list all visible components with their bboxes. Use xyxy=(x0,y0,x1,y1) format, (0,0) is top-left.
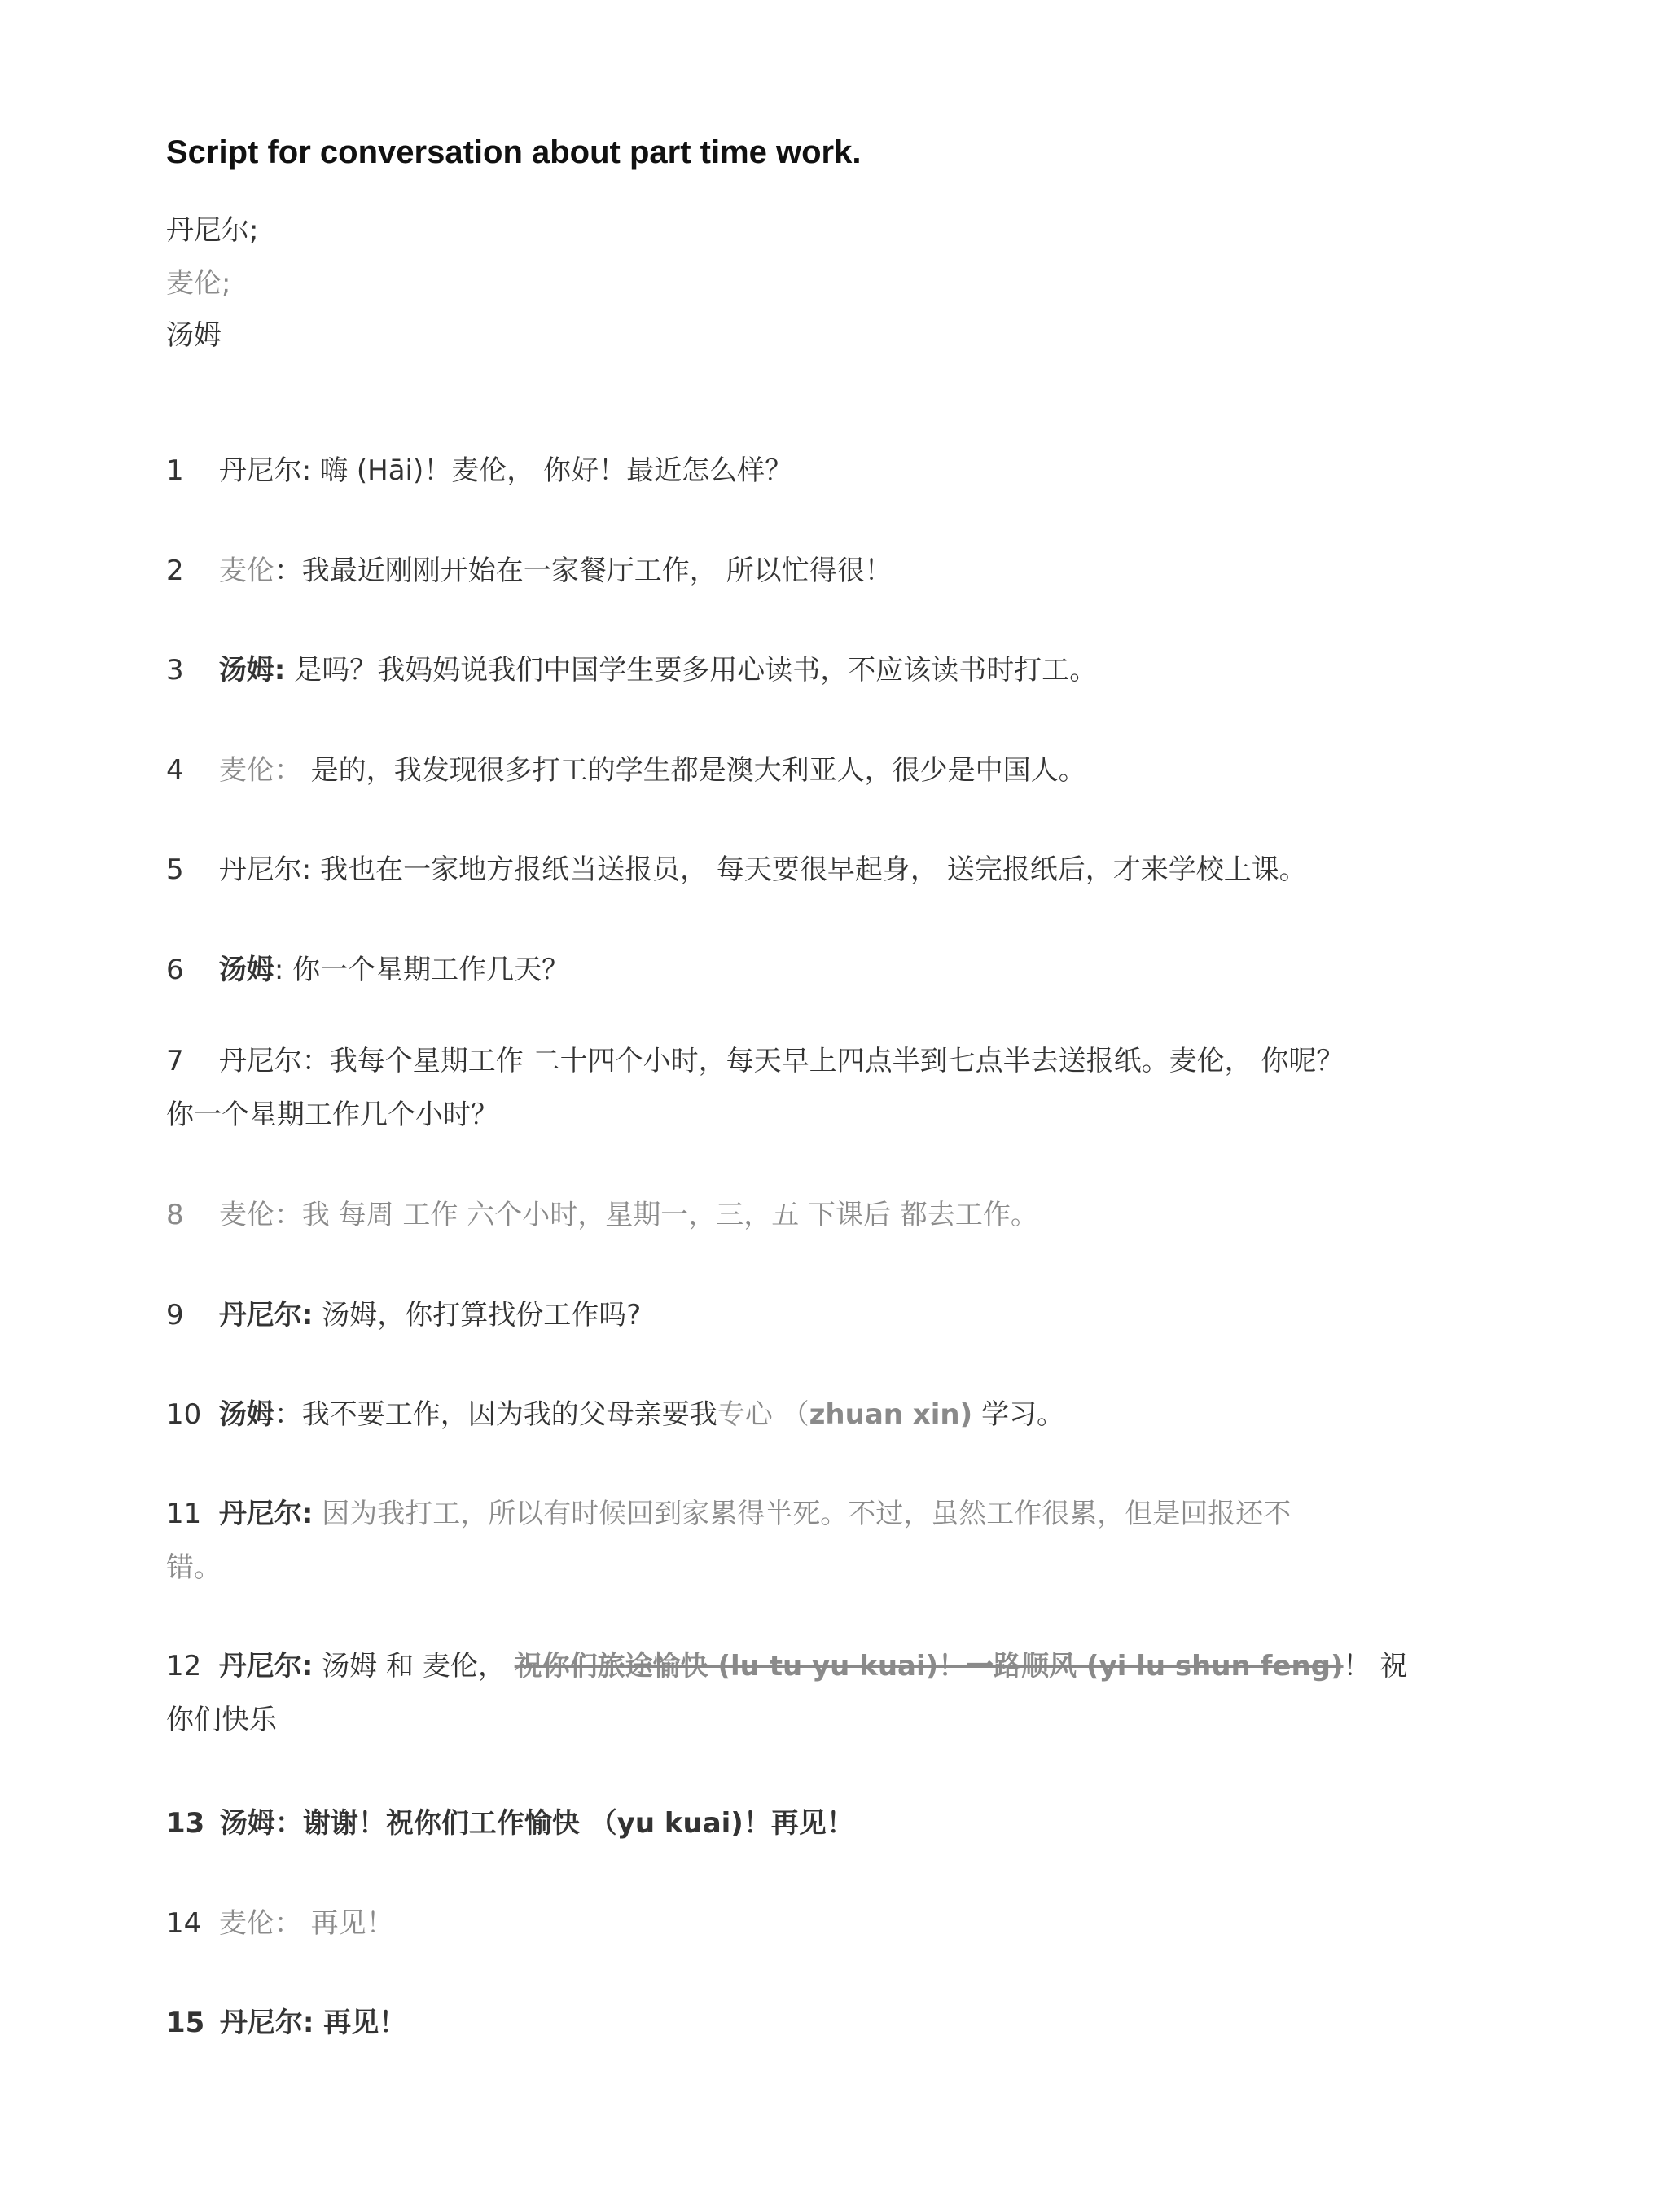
script-line-9 xyxy=(166,1288,641,1342)
line-number: 7 xyxy=(166,1045,184,1077)
script-line-11 xyxy=(166,1487,1291,1595)
line-text: 再见！ xyxy=(301,1907,394,1940)
line-number: 9 xyxy=(166,1299,184,1331)
speaker: 丹尼尔: xyxy=(218,1650,314,1682)
line-text: 因为我打工，所以有时候回到家累得半死。不过，虽然工作很累，但是回报还不 xyxy=(313,1498,1292,1530)
line-continuation: 错。 xyxy=(166,1551,222,1584)
line-number: 5 xyxy=(166,853,184,886)
speaker: 汤姆: xyxy=(218,654,286,687)
script-line-14 xyxy=(166,1897,394,1950)
speaker: 丹尼尔: xyxy=(218,454,312,487)
speaker: 汤姆 xyxy=(218,1398,274,1431)
line-continuation: 你们快乐 xyxy=(166,1704,277,1736)
line-text: 是吗？我妈妈说我们中国学生要多用心读书，不应该读书时打工。 xyxy=(285,654,1098,687)
line-text: : 你一个星期工作几天？ xyxy=(274,954,570,986)
line-text: 再见！ xyxy=(314,2007,407,2039)
script-line-4 xyxy=(166,744,1086,797)
script-line-8 xyxy=(166,1188,1038,1242)
speaker: 麦伦 xyxy=(218,1199,274,1231)
speaker: 汤姆 xyxy=(219,1807,275,1840)
line-text: 是的，我发现很多打工的学生都是澳大利亚人，很少是中国人。 xyxy=(301,754,1086,787)
line-text: ：我 每周 工作 六个小时，星期一，三，五 下课后 都去工作。 xyxy=(274,1199,1038,1231)
line-number: 2 xyxy=(166,555,184,587)
line-text: ：谢谢！祝你们工作愉快 （yu kuai)！再见！ xyxy=(274,1807,854,1840)
speaker: 汤姆 xyxy=(218,954,274,986)
script-line-3 xyxy=(166,643,1097,697)
struck-text: 祝你们旅途愉快 (lu tu yu kuai)！一路顺风 (yi lu shun feng) xyxy=(514,1650,1344,1682)
line-number: 4 xyxy=(166,754,184,787)
line-continuation: 你一个星期工作几个小时？ xyxy=(166,1099,498,1131)
line-text: 我也在一家地方报纸当送报员， 每天要很早起身， 送完报纸后，才来学校上课。 xyxy=(311,853,1307,886)
speaker: 麦伦： xyxy=(218,754,302,787)
speaker: 丹尼尔 xyxy=(218,1045,302,1077)
document-title: Script for conversation about part time work. xyxy=(166,134,862,170)
line-number: 15 xyxy=(166,2007,205,2039)
line-number: 14 xyxy=(166,1907,202,1940)
line-text: ：我不要工作，因为我的父母亲要我 xyxy=(274,1398,717,1431)
script-line-15 xyxy=(166,1996,406,2050)
pinyin-annotation: zhuan xin) xyxy=(809,1398,973,1431)
line-text: 汤姆 和 麦伦， xyxy=(313,1650,515,1682)
line-text: 汤姆，你打算找份工作吗? xyxy=(313,1299,642,1331)
script-line-10 xyxy=(166,1388,1064,1441)
line-text: ：我每个星期工作 二十四个小时，每天早上四点半到七点半去送报纸。麦伦， 你呢？ xyxy=(301,1045,1344,1077)
speaker: 丹尼尔: xyxy=(219,2007,314,2039)
speaker: 丹尼尔: xyxy=(218,1299,314,1331)
line-text-end: ！ 祝 xyxy=(1343,1650,1408,1682)
speaker: 丹尼尔: xyxy=(218,1498,314,1530)
line-number: 13 xyxy=(166,1807,205,1840)
line-number: 12 xyxy=(166,1650,202,1682)
script-line-5 xyxy=(166,843,1307,897)
line-number: 8 xyxy=(166,1199,184,1231)
script-line-7 xyxy=(166,1034,1344,1142)
cast-member-mailun: 麦伦; xyxy=(166,267,231,300)
line-text: ：我最近刚刚开始在一家餐厅工作， 所以忙得很！ xyxy=(274,555,893,587)
script-line-13 xyxy=(166,1796,854,1850)
line-number: 3 xyxy=(166,654,184,687)
speaker: 麦伦 xyxy=(218,555,274,587)
speaker: 麦伦： xyxy=(218,1907,302,1940)
line-text: 嗨 (Hāi)！麦伦， 你好！最近怎么样？ xyxy=(311,454,793,487)
speaker: 丹尼尔: xyxy=(218,853,312,886)
line-number: 10 xyxy=(166,1398,202,1431)
script-line-2 xyxy=(166,544,893,598)
cast-member-tom: 汤姆 xyxy=(166,319,222,352)
line-text-end: 学习。 xyxy=(972,1398,1064,1431)
script-line-1 xyxy=(166,444,792,498)
script-line-6 xyxy=(166,943,569,997)
script-line-12 xyxy=(166,1639,1407,1747)
line-number: 11 xyxy=(166,1498,202,1530)
line-number: 6 xyxy=(166,954,184,986)
line-number: 1 xyxy=(166,454,184,487)
cast-member-daniel: 丹尼尔; xyxy=(166,214,259,247)
line-text-emphasis: 专心 （ xyxy=(717,1398,809,1431)
